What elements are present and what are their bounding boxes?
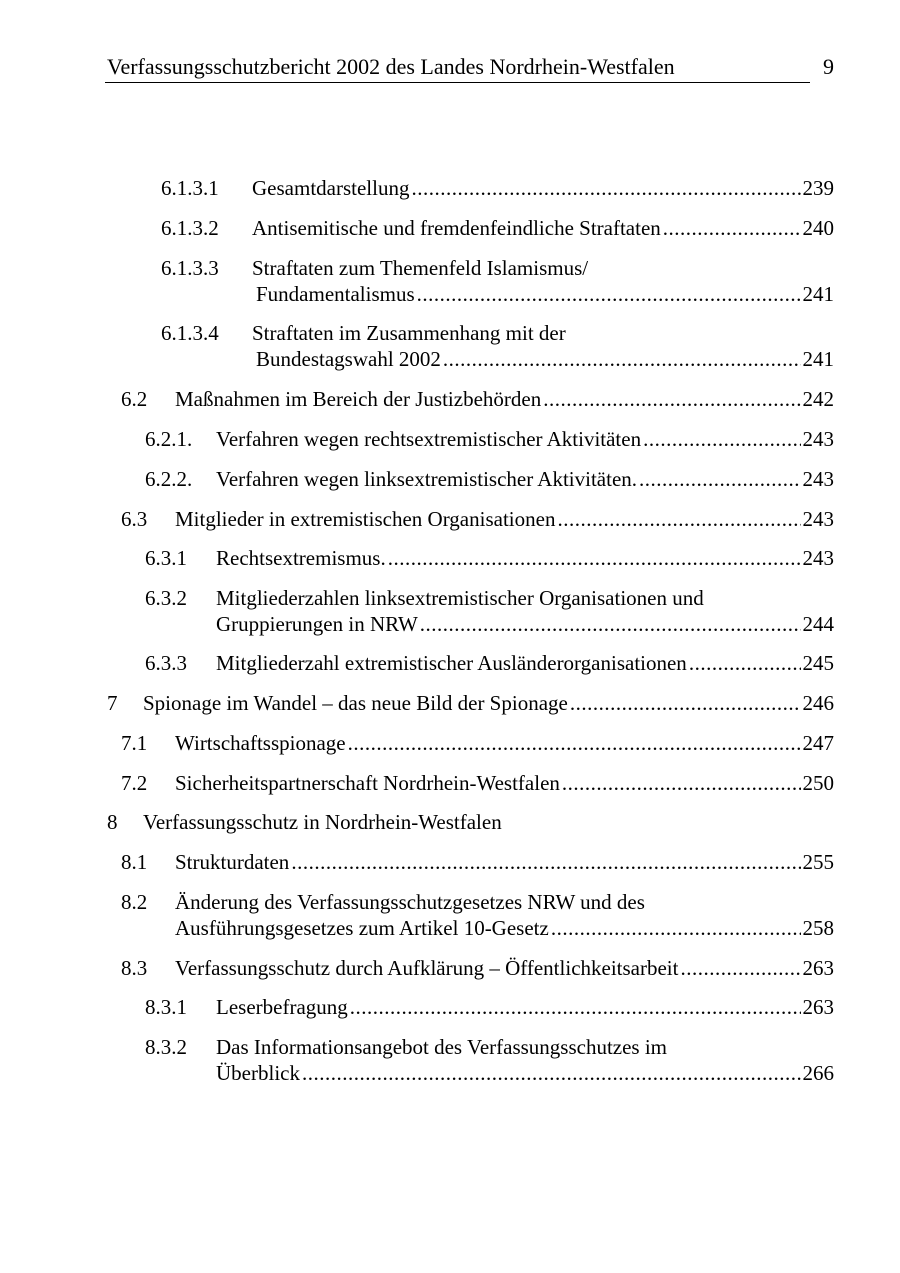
toc-entry-title: Überblick — [216, 1061, 300, 1085]
toc-entry-page: 246 — [802, 691, 834, 715]
toc-entry — [145, 585, 834, 637]
toc-entry — [121, 770, 834, 796]
toc-entry — [107, 809, 834, 835]
toc-entry-title: Straftaten im Zusammenhang mit der — [252, 321, 566, 345]
toc-entry-page: 242 — [802, 387, 834, 411]
dot-leader — [543, 386, 800, 412]
toc-entry-title: Verfahren wegen rechtsextremistischer Aktivitäten — [216, 427, 642, 451]
dot-leader — [443, 346, 801, 372]
toc-entry-title: Straftaten zum Themenfeld Islamismus/ — [252, 256, 589, 280]
dot-leader — [350, 994, 801, 1020]
toc-entry-title: Mitgliederzahlen linksextremistischer Organisationen und — [216, 586, 704, 610]
dot-leader — [689, 650, 801, 676]
dot-leader — [643, 426, 800, 452]
toc-entry — [121, 730, 834, 756]
toc-entry-number: 7.1 — [121, 731, 148, 755]
toc-entry — [161, 215, 834, 241]
toc-entry-title: Fundamentalismus — [256, 282, 415, 306]
dot-leader — [562, 770, 801, 796]
toc-entry-page: 247 — [802, 731, 834, 755]
toc-entry — [121, 849, 834, 875]
page-number: 9 — [823, 54, 834, 79]
toc-entry — [161, 175, 834, 201]
toc-entry-number: 8 — [107, 810, 118, 834]
toc-entry — [145, 650, 834, 676]
header-rule — [105, 82, 810, 83]
toc-entry — [121, 889, 834, 941]
toc-entry-title: Ausführungsgesetzes zum Artikel 10-Gesetz — [175, 916, 549, 940]
toc-entry-title: Mitglieder in extremistischen Organisationen — [175, 507, 556, 531]
dot-leader — [302, 1060, 801, 1086]
dot-leader — [388, 545, 801, 571]
toc-entry-number: 6.1.3.1 — [161, 176, 219, 200]
toc-entry-page: 255 — [802, 850, 834, 874]
toc-entry-page: 243 — [802, 427, 834, 451]
toc-entry-page: 241 — [802, 282, 834, 306]
toc-entry — [145, 466, 834, 492]
toc-entry-page: 241 — [802, 347, 834, 371]
toc-entry-page: 239 — [802, 176, 834, 200]
toc-entry-title: Spionage im Wandel – das neue Bild der Spionage — [143, 691, 568, 715]
toc-entry-title: Verfassungsschutz in Nordrhein-Westfalen — [143, 810, 502, 834]
toc-entry-title: Antisemitische und fremdenfeindliche Straftaten — [252, 216, 661, 240]
toc-entry-number: 6.3.1 — [145, 546, 187, 570]
dot-leader — [551, 915, 801, 941]
toc-entry-title: Mitgliederzahl extremistischer Ausländerorganisationen — [216, 651, 687, 675]
toc-entry — [145, 994, 834, 1020]
dot-leader — [570, 690, 801, 716]
toc-entry-page: 243 — [802, 467, 834, 491]
toc-entry — [121, 955, 834, 981]
toc-entry-page: 243 — [802, 507, 834, 531]
toc-entry-number: 6.2.2. — [145, 467, 193, 491]
toc-entry-title: Wirtschaftsspionage — [175, 731, 346, 755]
toc-entry-title: Das Informationsangebot des Verfassungsschutzes im — [216, 1035, 668, 1059]
toc-entry-page: 244 — [802, 612, 834, 636]
toc-entry — [121, 386, 834, 412]
toc-entry-number: 7.2 — [121, 771, 148, 795]
toc-entry-page: 243 — [802, 546, 834, 570]
toc-entry-number: 6.3 — [121, 507, 148, 531]
running-header-title: Verfassungsschutzbericht 2002 des Landes Nordrhein-Westfalen — [107, 54, 675, 79]
toc-entry-title: Rechtsextremismus. — [216, 546, 386, 570]
toc-entry-number: 6.3.2 — [145, 586, 187, 610]
toc-entry-title: Strukturdaten — [175, 850, 290, 874]
toc-entry-title: Bundestagswahl 2002 — [256, 347, 441, 371]
toc-entry-number: 7 — [107, 691, 118, 715]
toc-entry-page: 258 — [802, 916, 834, 940]
toc-entry — [145, 545, 834, 571]
dot-leader — [680, 955, 800, 981]
toc-entry-title: Verfassungsschutz durch Aufklärung – Öffentlichkeitsarbeit — [175, 956, 679, 980]
toc-entry — [121, 506, 834, 532]
toc-entry-number: 8.3 — [121, 956, 148, 980]
toc-entry-title: Sicherheitspartnerschaft Nordrhein-Westfalen — [175, 771, 560, 795]
toc-entry-number: 6.2.1. — [145, 427, 193, 451]
toc-entry-number: 6.1.3.4 — [161, 321, 219, 345]
toc-entry-number: 8.3.2 — [145, 1035, 187, 1059]
dot-leader — [420, 611, 801, 637]
toc-entry-title: Maßnahmen im Bereich der Justizbehörden — [175, 387, 542, 411]
toc-entry — [161, 320, 834, 372]
toc-entry-page: 263 — [802, 956, 834, 980]
toc-entry — [161, 255, 834, 307]
dot-leader — [663, 215, 801, 241]
toc-entry-number: 6.3.3 — [145, 651, 187, 675]
toc-entry-number: 8.3.1 — [145, 995, 187, 1019]
toc-entry-title: Gesamtdarstellung — [252, 176, 410, 200]
toc-entry-title: Gruppierungen in NRW — [216, 612, 418, 636]
toc-entry — [107, 690, 834, 716]
toc-entry-number: 8.2 — [121, 890, 148, 914]
dot-leader — [348, 730, 801, 756]
toc-entry — [145, 1034, 834, 1086]
toc-entry-number: 6.1.3.3 — [161, 256, 219, 280]
toc-entry-page: 245 — [802, 651, 834, 675]
dot-leader — [411, 175, 800, 201]
toc-entry-page: 266 — [802, 1061, 834, 1085]
toc-entry-page: 263 — [802, 995, 834, 1019]
dot-leader — [417, 281, 801, 307]
dot-leader — [291, 849, 800, 875]
toc-entry-title: Verfahren wegen linksextremistischer Aktivitäten. — [216, 467, 638, 491]
toc-entry-page: 250 — [802, 771, 834, 795]
toc-entry-number: 6.1.3.2 — [161, 216, 219, 240]
dot-leader — [639, 466, 800, 492]
toc-entry-number: 8.1 — [121, 850, 148, 874]
toc-entry-title: Änderung des Verfassungsschutzgesetzes NRW und des — [175, 890, 645, 914]
toc-entry-page: 240 — [802, 216, 834, 240]
toc-entry-number: 6.2 — [121, 387, 148, 411]
dot-leader — [557, 506, 800, 532]
toc-entry — [145, 426, 834, 452]
toc-entry-title: Leserbefragung — [216, 995, 348, 1019]
